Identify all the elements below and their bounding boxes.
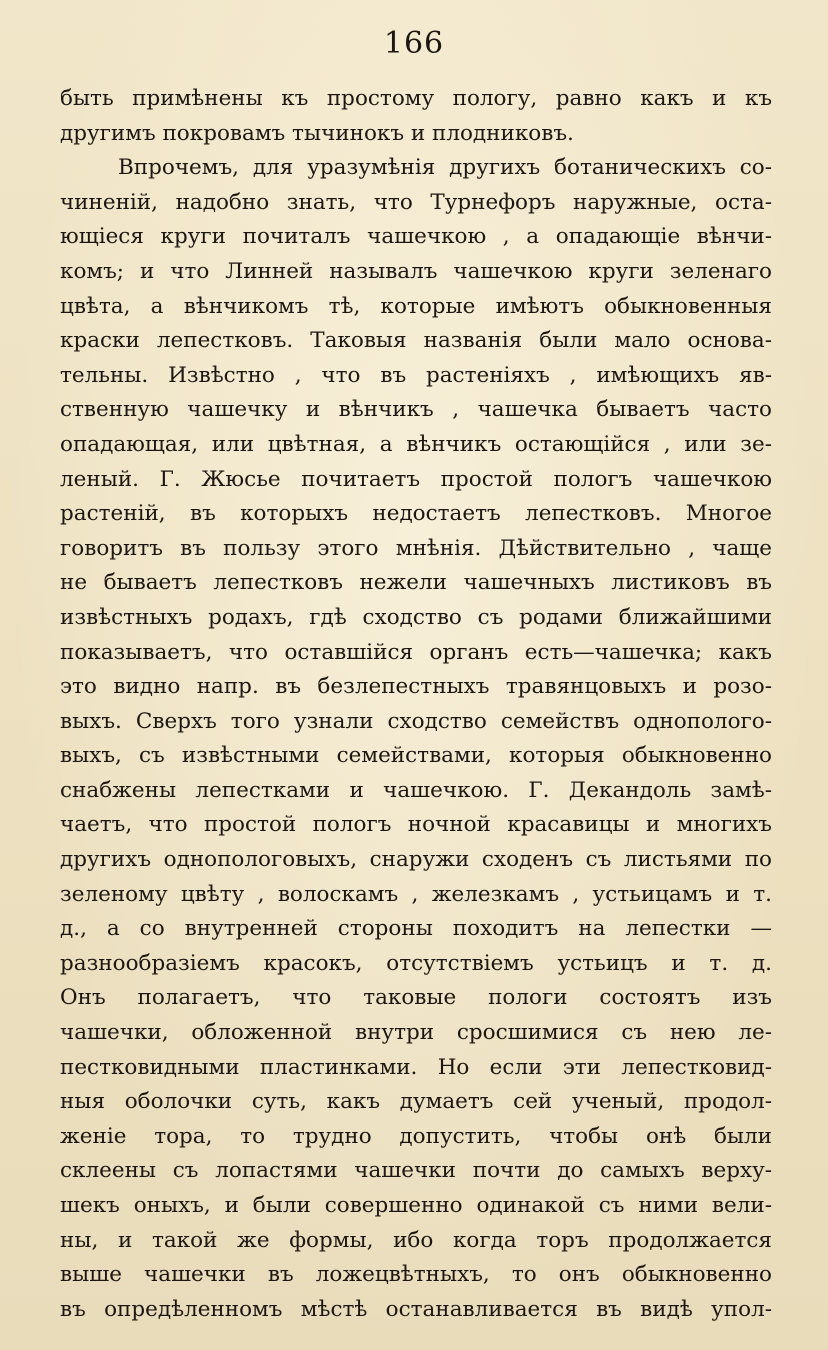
text-line: снабжены лепестками и чашечкою. Г. Декандоль замѣ- <box>60 777 772 803</box>
text-line: чашечки, обложенной внутри сросшимися съ нею ле- <box>60 1020 772 1046</box>
text-line: извѣстныхъ родахъ, гдѣ сходство съ родами ближайшими <box>60 604 772 630</box>
text-line: говоритъ въ пользу этого мнѣнія. Дѣйствительно , чаще <box>60 535 772 561</box>
text-line: женіе тора, то трудно допустить, чтобы онѣ были <box>60 1123 772 1149</box>
text-line: ныя оболочки суть, какъ думаетъ сей ученый, продол- <box>60 1089 772 1115</box>
text-line: склеены съ лопастями чашечки почти до самыхъ верху- <box>60 1158 772 1184</box>
text-line: это видно напр. въ безлепестныхъ травянцовыхъ и розо- <box>60 674 772 700</box>
text-line: выхъ. Сверхъ того узнали сходство семействъ однополого- <box>60 708 772 734</box>
text-line: комъ; и что Линней называлъ чашечкою круги зеленаго <box>60 258 772 284</box>
text-line: д., а со внутренней стороны походитъ на лепестки — <box>60 916 772 942</box>
text-line: растеній, въ которыхъ недостаетъ лепестковъ. Многое <box>60 501 772 527</box>
body-text <box>60 82 772 1327</box>
text-line: леный. Г. Жюсье почитаетъ простой пологъ чашечкою <box>60 466 772 492</box>
text-line: Онъ полагаетъ, что таковые пологи состоятъ изъ <box>60 985 772 1011</box>
text-line: разнообразіемъ красокъ, отсутствіемъ устьицъ и т. д. <box>60 950 772 976</box>
text-line: чаетъ, что простой пологъ ночной красавицы и многихъ <box>60 812 772 838</box>
text-line: краски лепестковъ. Таковыя названія были мало основа- <box>60 328 772 354</box>
text-line: ющіеся круги почиталъ чашечкою , а опадающіе вѣнчи- <box>60 224 772 250</box>
text-line: другимъ покровамъ тычинокъ и плодниковъ. <box>60 120 574 146</box>
text-line: ственную чашечку и вѣнчикъ , чашечка бываетъ часто <box>60 397 772 423</box>
page-number: 166 <box>383 26 445 61</box>
text-line: показываетъ, что оставшійся органъ есть—чашечка; какъ <box>60 639 772 665</box>
text-line: выше чашечки въ ложецвѣтныхъ, то онъ обыкновенно <box>60 1262 772 1288</box>
text-line: зеленому цвѣту , волоскамъ , железкамъ , устьицамъ и т. <box>60 881 772 907</box>
text-line: цвѣта, а вѣнчикомъ тѣ, которые имѣютъ обыкновенныя <box>60 293 772 319</box>
text-line: чиненій, надобно знать, что Турнефоръ наружные, оста- <box>60 189 772 215</box>
text-line: въ опредѣленномъ мѣстѣ останавливается въ видѣ упол- <box>60 1296 772 1322</box>
text-line: пестковидными пластинками. Но если эти лепестковид- <box>60 1054 772 1080</box>
text-line: опадающая, или цвѣтная, а вѣнчикъ остающійся , или зе- <box>60 431 772 457</box>
text-line: ны, и такой же формы, ибо когда торъ продолжается <box>60 1227 772 1253</box>
text-line: тельны. Извѣстно , что въ растеніяхъ , имѣющихъ яв- <box>60 362 772 388</box>
text-line: другихъ однопологовыхъ, снаружи сходенъ съ листьями по <box>60 847 772 873</box>
text-line: выхъ, съ извѣстными семействами, которыя обыкновенно <box>60 743 772 769</box>
text-line: не бываетъ лепестковъ нежели чашечныхъ листиковъ въ <box>60 570 772 596</box>
text-line: Впрочемъ, для уразумѣнія другихъ ботаническихъ со- <box>118 155 772 181</box>
text-line: быть примѣнены къ простому пологу, равно какъ и къ <box>60 86 772 111</box>
text-line: шекъ оныхъ, и были совершенно одинакой съ ними вели- <box>60 1193 772 1218</box>
